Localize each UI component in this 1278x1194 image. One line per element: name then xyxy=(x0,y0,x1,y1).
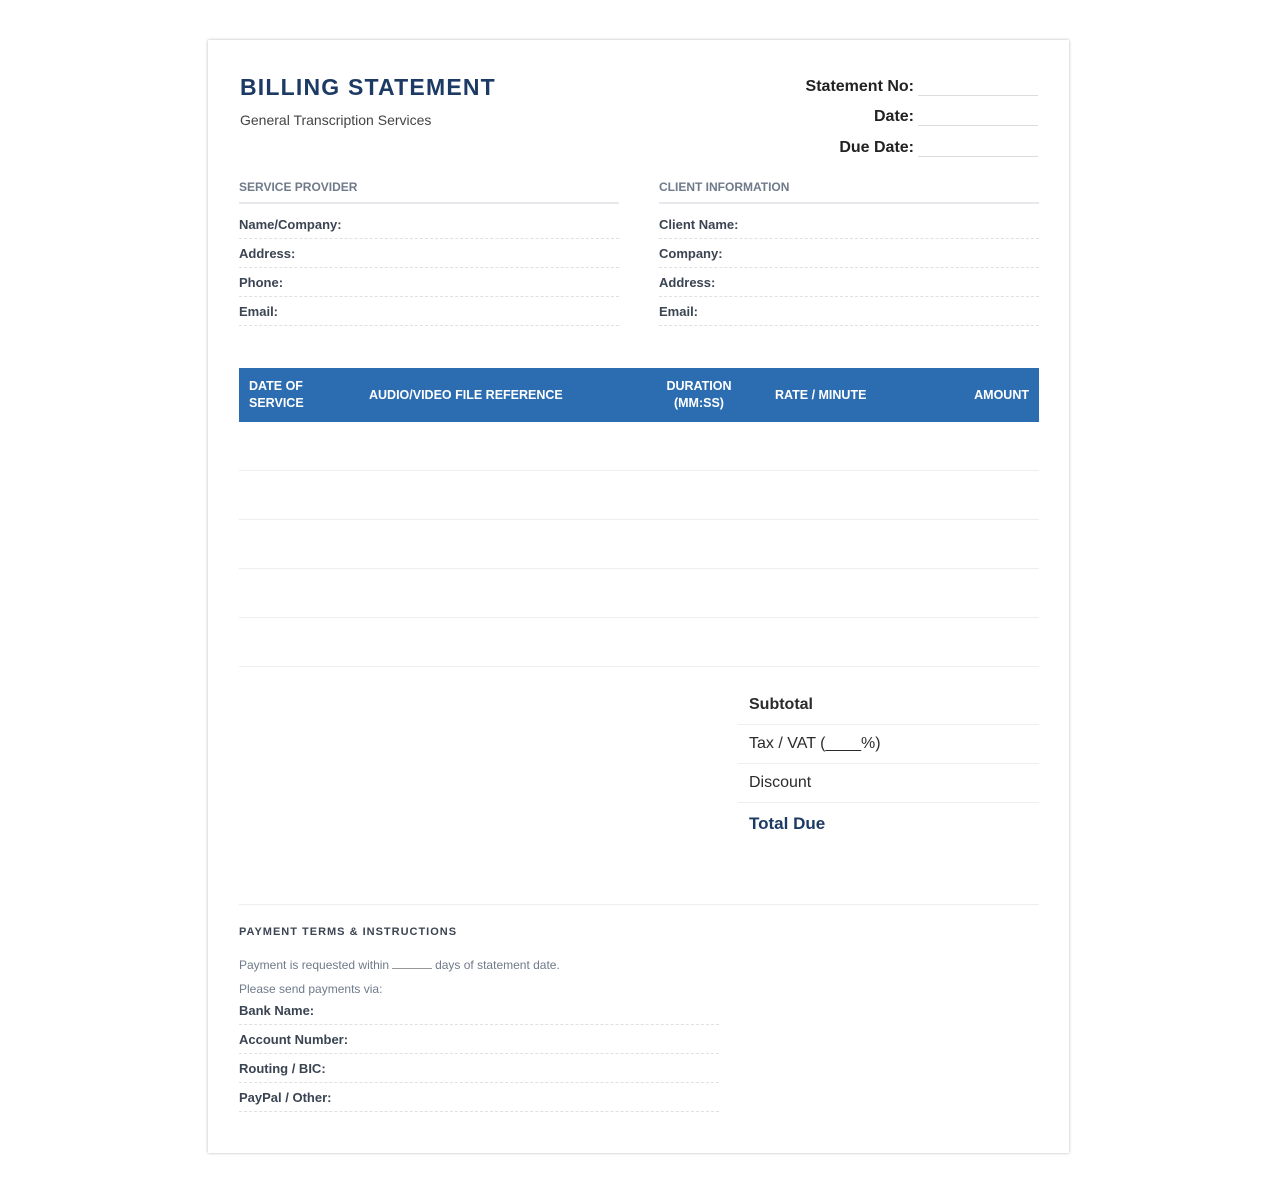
col-rate-per-minute: RATE / MINUTE xyxy=(775,387,867,402)
provider-email-field[interactable]: Email: xyxy=(239,304,619,326)
subtotal-row xyxy=(738,686,1039,725)
service-provider-heading: SERVICE PROVIDER xyxy=(239,180,619,204)
paypal-other-field[interactable]: PayPal / Other: xyxy=(239,1090,719,1112)
col-amount: AMOUNT xyxy=(974,387,1029,402)
due-date-row xyxy=(738,137,1038,157)
subtotal-label: Subtotal xyxy=(749,696,813,713)
client-company-field[interactable]: Company: xyxy=(659,246,1039,268)
discount-label: Discount xyxy=(749,774,812,791)
account-number-field[interactable]: Account Number: xyxy=(239,1032,719,1054)
payment-terms-text: Payment is requested within days of statement date. xyxy=(239,958,560,972)
col-duration: DURATION (MM:SS) xyxy=(666,379,732,410)
tax-row xyxy=(738,725,1039,764)
col-file-reference: AUDIO/VIDEO FILE REFERENCE xyxy=(369,387,563,402)
bank-name-field[interactable]: Bank Name: xyxy=(239,1003,719,1025)
billing-statement-page xyxy=(208,40,1069,1153)
client-name-field[interactable]: Client Name: xyxy=(659,217,1039,239)
payment-divider xyxy=(239,904,1039,905)
due-date-field[interactable] xyxy=(918,142,1038,157)
statement-title: BILLING STATEMENT xyxy=(240,74,496,100)
due-date-label: Due Date: xyxy=(839,139,914,156)
provider-name-field[interactable]: Name/Company: xyxy=(239,217,619,239)
payment-terms-heading: PAYMENT TERMS & INSTRUCTIONS xyxy=(239,926,458,938)
send-payments-via-text: Please send payments via: xyxy=(239,982,383,996)
tax-label: Tax / VAT (____%) xyxy=(749,735,881,752)
date-field[interactable] xyxy=(918,111,1038,126)
date-row xyxy=(738,106,1038,126)
statement-no-field[interactable] xyxy=(918,81,1038,96)
discount-row xyxy=(738,764,1039,803)
statement-no-row xyxy=(738,76,1038,96)
table-row[interactable] xyxy=(239,519,1039,520)
table-row[interactable] xyxy=(239,568,1039,569)
client-information-heading: CLIENT INFORMATION xyxy=(659,180,1039,204)
provider-address-field[interactable]: Address: xyxy=(239,246,619,268)
table-row[interactable] xyxy=(239,470,1039,471)
days-blank[interactable] xyxy=(392,958,432,969)
statement-no-label: Statement No: xyxy=(805,78,914,95)
client-address-field[interactable]: Address: xyxy=(659,275,1039,297)
table-row[interactable] xyxy=(239,617,1039,618)
total-due-row xyxy=(738,804,1039,843)
client-email-field[interactable]: Email: xyxy=(659,304,1039,326)
table-row[interactable] xyxy=(239,666,1039,667)
date-label: Date: xyxy=(873,108,914,125)
routing-bic-field[interactable]: Routing / BIC: xyxy=(239,1061,719,1083)
provider-phone-field[interactable]: Phone: xyxy=(239,275,619,297)
services-table-header xyxy=(239,368,1039,422)
statement-subtitle: General Transcription Services xyxy=(240,112,432,128)
col-date-of-service: DATE OF SERVICE xyxy=(249,379,304,410)
total-due-label: Total Due xyxy=(749,813,826,833)
